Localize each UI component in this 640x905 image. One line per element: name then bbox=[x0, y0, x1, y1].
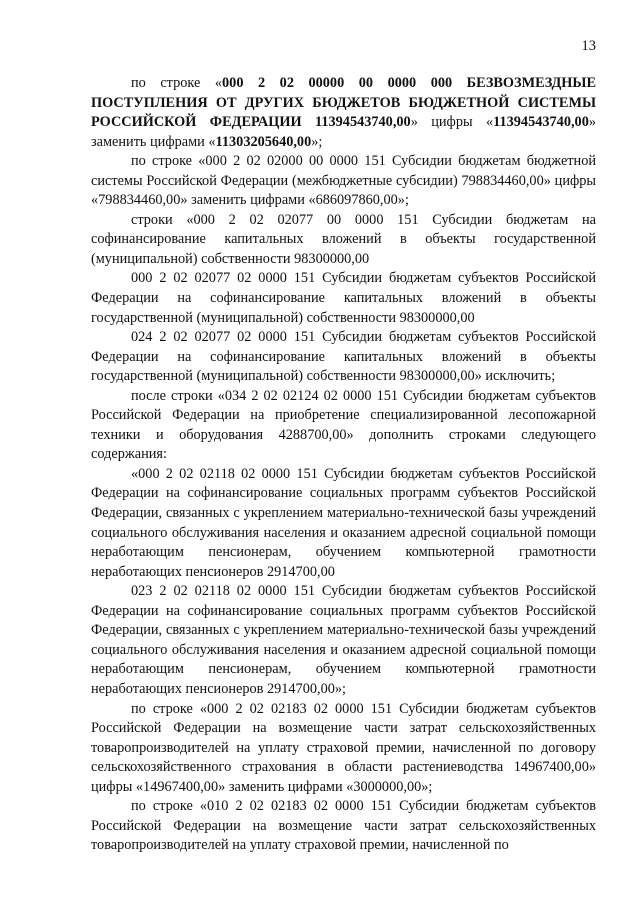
text-run-bold: 000 2 02 00000 00 0000 000 БЕЗВОЗМЕЗДНЫЕ ПОСТУПЛЕНИЯ ОТ ДРУГИХ БЮДЖЕТОВ БЮДЖЕТНОЙ СИСТЕМЫ РОССИЙСКОЙ ФЕДЕРАЦИИ 11394543740,00 bbox=[91, 75, 596, 131]
page-number: 13 bbox=[581, 38, 596, 54]
paragraph: 023 2 02 02118 02 0000 151 Субсидии бюджетам субъектов Российской Федерации на софинансирование социальных программ субъектов Российской Федерации, связанных с укреплением материально-технической базы учреждений социального обслуживания населения и оказанием адресной социальной помощи неработающим пенсионерам, обучением компьютерной грамотности неработающих пенсионеров 2914700,00»; bbox=[91, 583, 596, 697]
document-body bbox=[91, 74, 596, 856]
text-run: по строке « bbox=[131, 75, 223, 91]
paragraph-revenue-total bbox=[91, 74, 596, 152]
paragraph: 000 2 02 02077 02 0000 151 Субсидии бюджетам субъектов Российской Федерации на софинансирование капитальных вложений в объекты государственной (муниципальной) собственности 98300000,00 bbox=[91, 270, 596, 326]
text-run: »; bbox=[311, 133, 323, 150]
text-run-bold: 11303205640,00 bbox=[215, 133, 312, 150]
paragraph: после строки «034 2 02 02124 02 0000 151 Субсидии бюджетам субъектов Российской Федерации на приобретение специализированной лесопожарной техники и оборудования 4288700,00» дополнить строками следующего содержания: bbox=[91, 387, 596, 463]
text-run: » цифры « bbox=[410, 114, 494, 131]
paragraph: «000 2 02 02118 02 0000 151 Субсидии бюджетам субъектов Российской Федерации на софинансирование социальных программ субъектов Российской Федерации, связанных с укреплением материально-технической базы учреждений социального обслуживания населения и оказанием адресной социальной помощи неработающим пенсионерам, обучением компьютерной грамотности неработающих пенсионеров 2914700,00 bbox=[91, 465, 596, 580]
paragraph: строки «000 2 02 02077 00 0000 151 Субсидии бюджетам на софинансирование капитальных вложений в объекты государственной (муниципальной) собственности 98300000,00 bbox=[91, 211, 596, 267]
text-run-bold: 11394543740,00 bbox=[493, 114, 589, 131]
paragraph: по строке «000 2 02 02000 00 0000 151 Субсидии бюджетам бюджетной системы Российской Федерации (межбюджетные субсидии) 798834460,00» цифры «798834460,00» заменить цифрами «686097860,00»; bbox=[91, 153, 596, 209]
paragraph: по строке «010 2 02 02183 02 0000 151 Субсидии бюджетам субъектов Российской Федерации на возмещение части затрат сельскохозяйственных товаропроизводителей на уплату страховой премии, начисленной по bbox=[91, 798, 596, 854]
text-run: » заменить цифрами « bbox=[91, 114, 596, 150]
paragraph: 024 2 02 02077 02 0000 151 Субсидии бюджетам субъектов Российской Федерации на софинансирование капитальных вложений в объекты государственной (муниципальной) собственности 98300000,00» исключить; bbox=[91, 329, 596, 385]
paragraph: по строке «000 2 02 02183 02 0000 151 Субсидии бюджетам субъектов Российской Федерации на возмещение части затрат сельскохозяйственных товаропроизводителей на уплату страховой премии, начисленной по договору сельскохозяйственного страхования в области растениеводства 14967400,00» цифры «14967400,00» заменить цифрами «3000000,00»; bbox=[91, 700, 596, 795]
